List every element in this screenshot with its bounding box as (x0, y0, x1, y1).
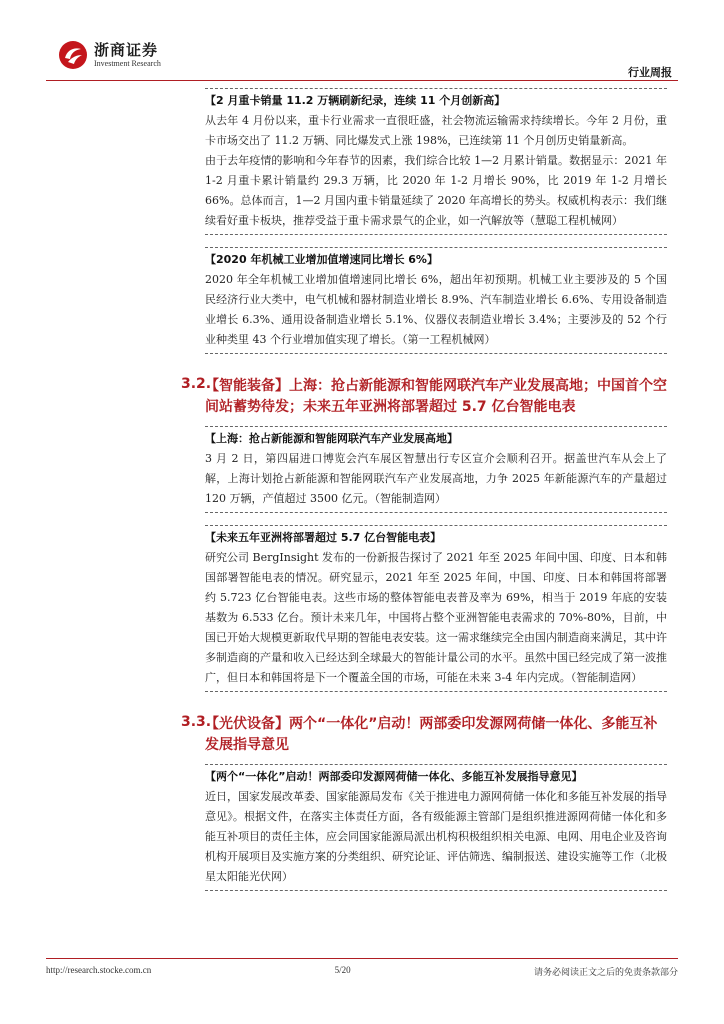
news-paragraph: 研究公司 BergInsight 发布的一份新报告探讨了 2021 年至 2025 年间中国、印度、日本和韩国部署智能电表的情况。研究显示，2021 年至 2025 年间，中国、印度、日本和韩国将部署约 5.723 亿台智能电表。这些市场的整体智能电表普及率为 69%，相当于 2019 年底的安装基数为 6.533 亿台。预计未来几年，中国将占整个亚洲智能电表需求的 70%-80%，目前，中国已开始大规模更新取代早期的智能电表安装。这一需求继续完全由国内制造商来满足，其中许多制造商的产量和收入已经达到全球最大的智能计量公司的水平。虽然中国已经完成了第一波推广，但日本和韩国将是下一个覆盖全国的市场，可能在未来 3-4 年内完成。（智能制造网） (205, 551, 667, 684)
section-number: 3.3. (181, 714, 212, 730)
main-content (181, 88, 668, 903)
news-block-integration-guidance (205, 764, 667, 891)
news-title: 【两个“一体化”启动！两部委印发源网荷储一体化、多能互补发展指导意见】 (205, 770, 583, 783)
news-block-truck-sales (205, 88, 667, 235)
news-title: 【未来五年亚洲将部署超过 5.7 亿台智能电表】 (205, 531, 442, 544)
news-paragraph: 2020 年全年机械工业增加值增速同比增长 6%，超出年初预期。机械工业主要涉及的 5 个国民经济行业大类中，电气机械和器材制造业增长 8.9%、汽车制造业增长 6.6%、专用设备制造业增长 6.3%、通用设备制造业增长 5.1%、仪器仪表制造业增长 3.4%；主要涉及的 52 个行业种类里 43 个行业增加值实现了增长。（第一工程机械网） (205, 273, 667, 346)
news-title: 【2020 年机械工业增加值增速同比增长 6%】 (205, 253, 438, 266)
news-paragraph: 从去年 4 月份以来，重卡行业需求一直很旺盛，社会物流运输需求持续增长。今年 2 月份，重卡市场交出了 11.2 万辆、同比爆发式上涨 198%，已连续第 11 个月创历史销量新高。 (205, 114, 667, 147)
page-number: 5/20 (334, 965, 351, 975)
company-logo (58, 40, 161, 70)
news-block-shanghai-nev (205, 426, 667, 513)
page-header (46, 34, 678, 82)
news-title: 【上海：抢占新能源和智能网联汽车产业发展高地】 (205, 432, 458, 445)
section-title: 【智能装备】上海：抢占新能源和智能网联汽车产业发展高地；中国首个空间站蓄势待发；未来五年亚洲将部署超过 5.7 亿台智能电表 (205, 378, 667, 415)
news-paragraph: 由于去年疫情的影响和今年春节的因素，我们综合比较 1—2 月累计销量。数据显示：2021 年 1-2 月重卡累计销量约 29.3 万辆，比 2020 年 1-2 月增长 90%，比 2019 年 1-2 月增长 66%。总体而言，1—2 月国内重卡销量延续了 2020 年高增长的势头。权威机构表示：我们继续看好重卡板块，推荐受益于重卡需求景气的企业，如一汽解放等（慧聪工程机械网） (205, 154, 667, 227)
news-block-smart-meters (205, 525, 667, 692)
news-paragraph: 近日，国家发展改革委、国家能源局发布《关于推进电力源网荷储一体化和多能互补发展的指导意见》。根据文件，在落实主体责任方面，各有级能源主管部门是组织推进源网荷储一体化和多能互补项目的责任主体，应会同国家能源局派出机构积极组织相关电源、电网、用电企业及咨询机构开展项目及实施方案的分类组织、研究论证、评估筛选、编制报送、建设实施等工作（北极星太阳能光伏网） (205, 790, 667, 883)
page-footer (46, 958, 678, 978)
footer-divider (46, 958, 678, 959)
header-divider (46, 80, 678, 81)
logo-name-cn: 浙商证券 (94, 40, 159, 59)
section-number: 3.2. (181, 376, 212, 392)
report-type: 行业周报 (628, 66, 672, 79)
footer-disclaimer: 请务必阅读正文之后的免责条款部分 (533, 967, 678, 977)
logo-mark-icon (58, 40, 88, 70)
news-block-machinery-output (205, 247, 667, 354)
section-heading-3-3 (181, 714, 667, 756)
news-paragraph: 3 月 2 日，第四届进口博览会汽车展区智慧出行专区宣介会顺利召开。据盖世汽车从会上了解，上海计划抢占新能源和智能网联汽车产业发展高地，力争 2025 年新能源汽车的产量超过 120 万辆，产值超过 3500 亿元。（智能制造网） (205, 452, 668, 505)
section-heading-3-2 (181, 376, 667, 418)
section-title: 【光伏设备】两个“一体化”启动！两部委印发源网荷储一体化、多能互补发展指导意见 (205, 716, 658, 753)
news-title: 【2 月重卡销量 11.2 万辆刷新纪录，连续 11 个月创新高】 (205, 94, 506, 107)
logo-name-en: Investment Research (94, 58, 161, 68)
footer-url[interactable]: http://research.stocke.com.cn (46, 965, 152, 975)
